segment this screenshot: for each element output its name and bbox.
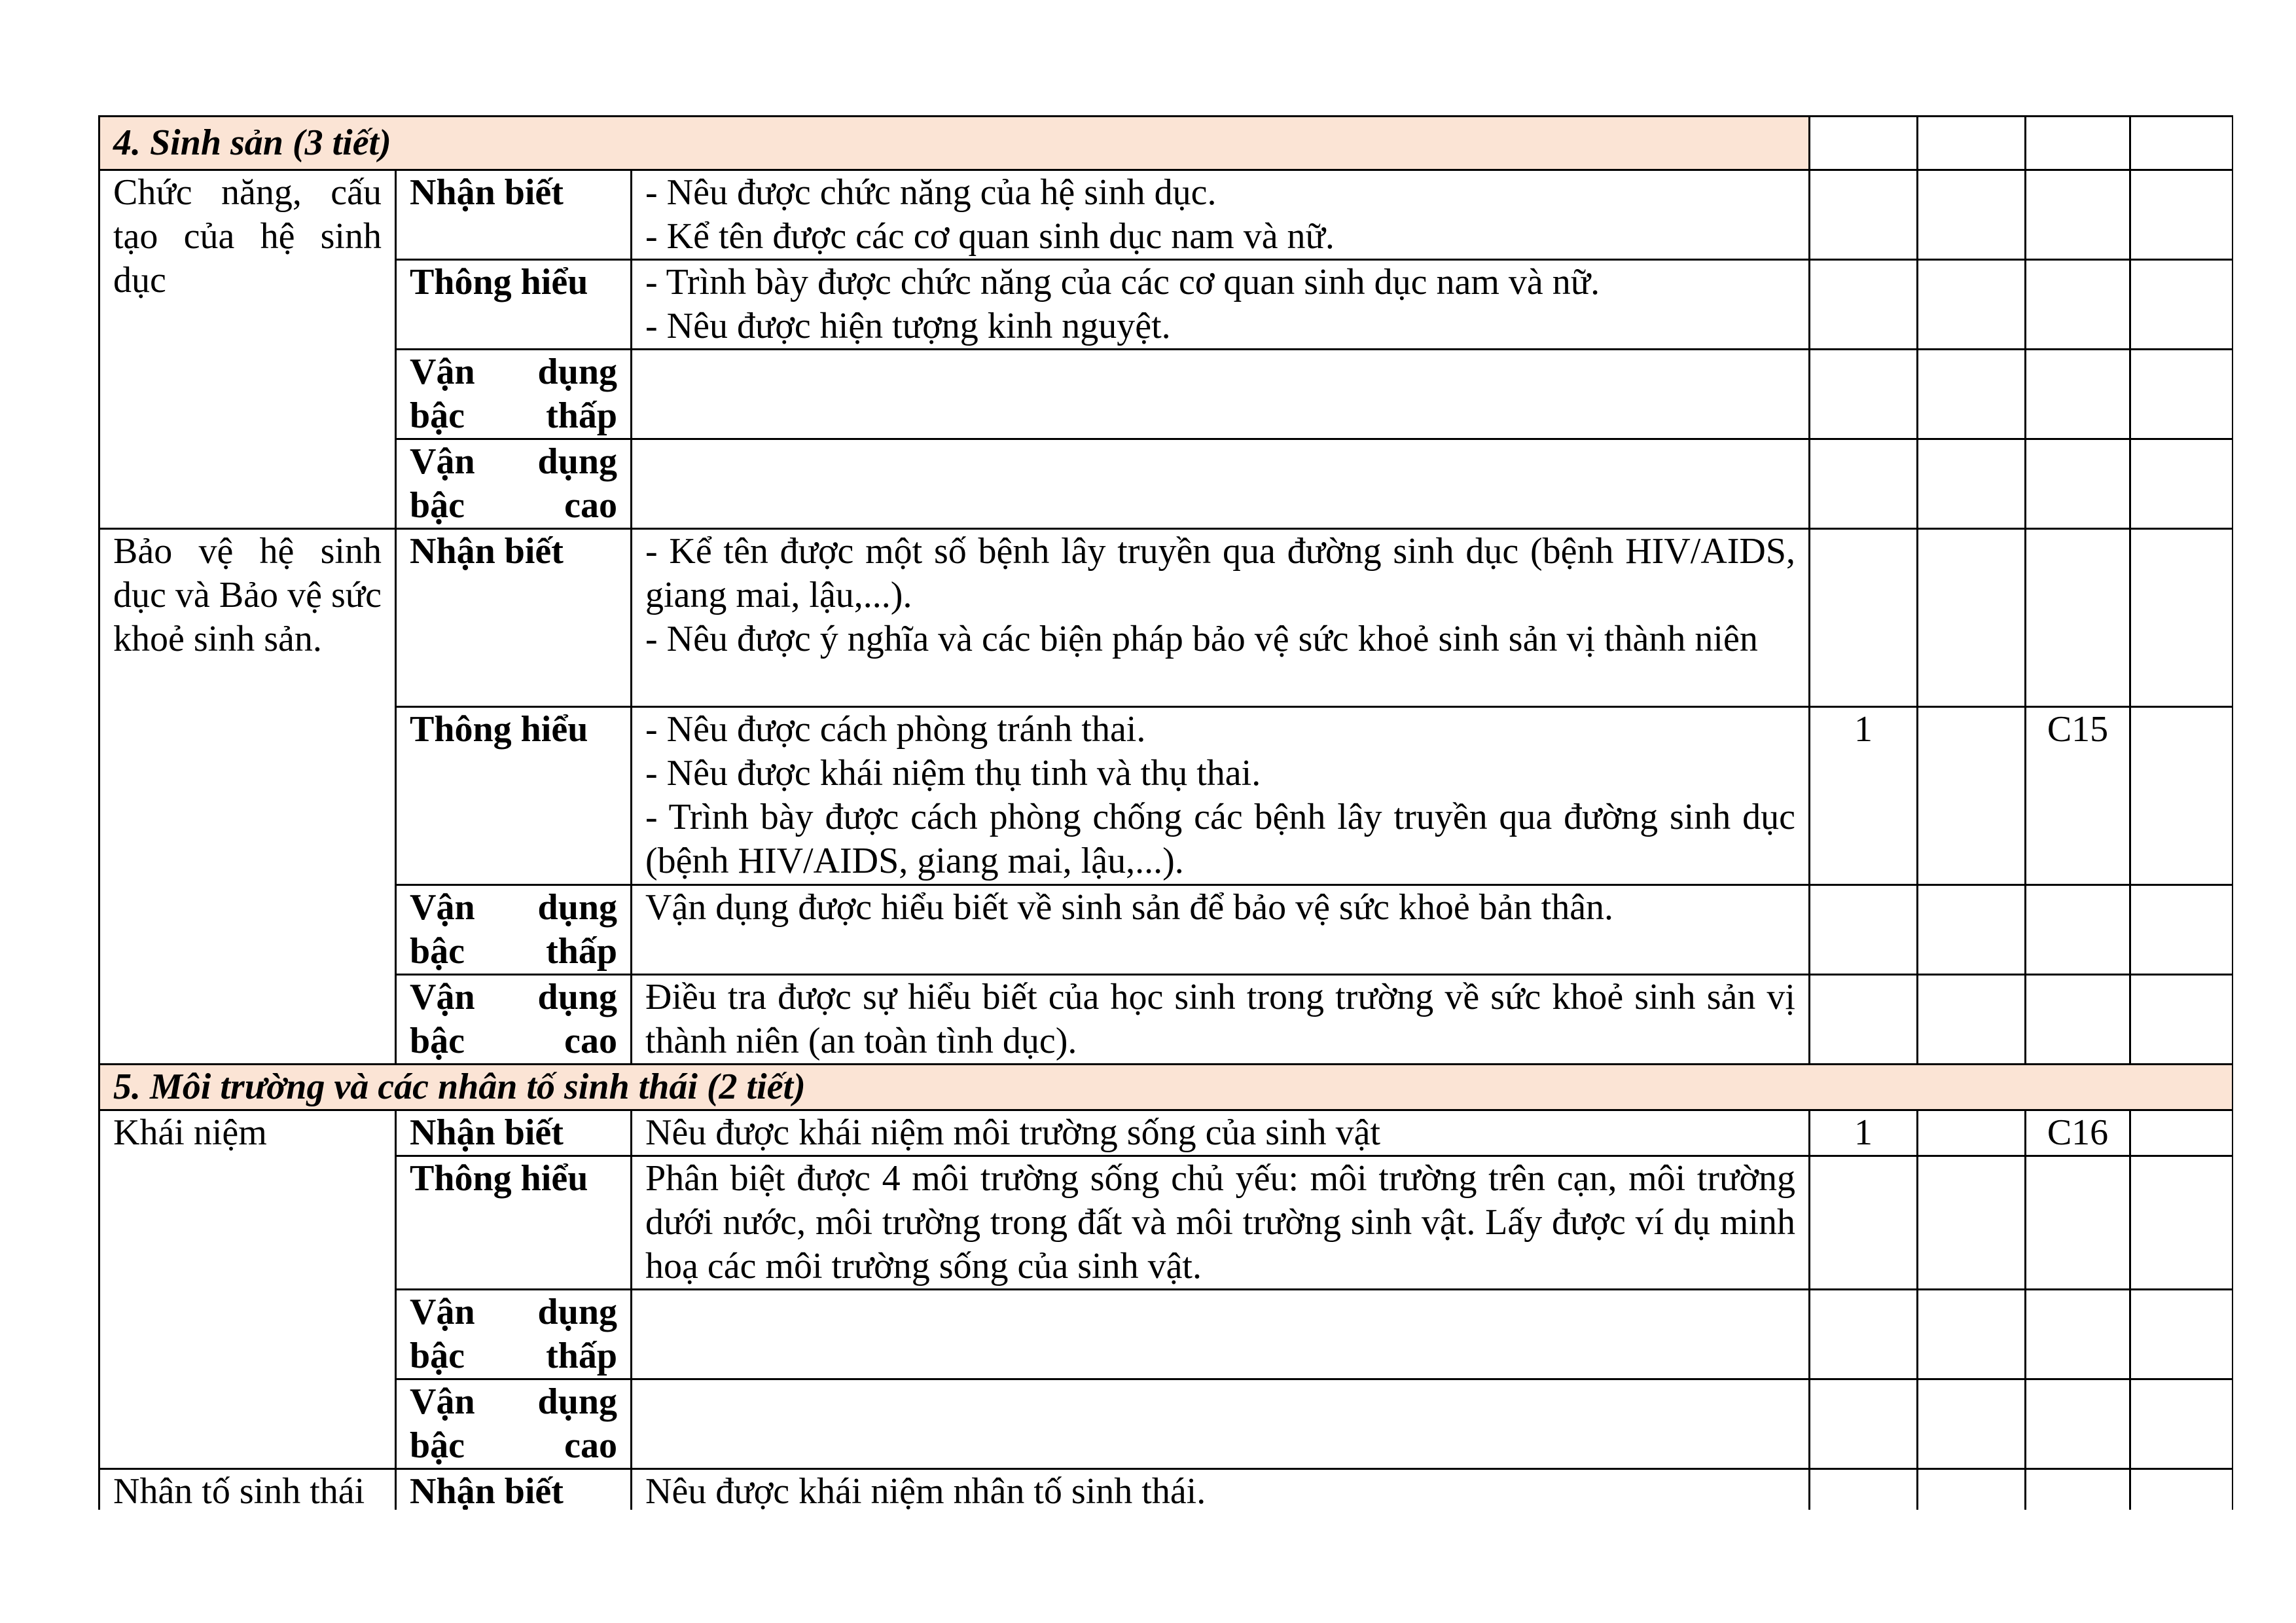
- description-cell: Phân biệt được 4 môi trường sống chủ yếu: môi trường trên cạn, môi trường dưới nước, môi trường trong đất và môi trường sinh vật. Lấy được ví dụ minh hoạ các môi trường sống của sinh vật.: [632, 1156, 1810, 1290]
- count-cell: [1918, 1156, 2026, 1290]
- level-cell: Nhận biết: [396, 1110, 632, 1156]
- question-cell: [2130, 1379, 2233, 1469]
- level-cell: Vận dụng bậc cao: [396, 975, 632, 1065]
- count-cell: [1918, 707, 2026, 885]
- level-cell: Vận dụng bậc thấp: [396, 350, 632, 439]
- question-cell: [2026, 117, 2130, 170]
- description-cell: [632, 439, 1810, 529]
- count-cell: [1810, 885, 1918, 975]
- description-cell: Điều tra được sự hiểu biết của học sinh trong trường về sức khoẻ sinh sản vị thành niên (an toàn tình dục).: [632, 975, 1810, 1065]
- table-row: [99, 439, 2233, 529]
- question-cell: [2130, 170, 2233, 260]
- description-cell: - Nêu được chức năng của hệ sinh dục. - Kể tên được các cơ quan sinh dục nam và nữ.: [632, 170, 1810, 260]
- description-cell: Vận dụng được hiểu biết về sinh sản để bảo vệ sức khoẻ bản thân.: [632, 885, 1810, 975]
- table-row: [99, 975, 2233, 1065]
- section-title: 4. Sinh sản (3 tiết): [99, 117, 1810, 170]
- specification-matrix-table: [98, 115, 2233, 1510]
- topic-cell: Chức năng, cấu tạo của hệ sinh dục: [99, 170, 396, 529]
- count-cell: [1810, 1469, 1918, 1510]
- level-cell: Thông hiểu: [396, 260, 632, 350]
- level-cell: Vận dụng bậc cao: [396, 439, 632, 529]
- question-cell: [2026, 975, 2130, 1065]
- question-cell: [2026, 439, 2130, 529]
- count-cell: [1918, 1110, 2026, 1156]
- table-row: [99, 1110, 2233, 1156]
- level-cell: Thông hiểu: [396, 1156, 632, 1290]
- count-cell: [1918, 885, 2026, 975]
- count-cell: [1918, 1469, 2026, 1510]
- count-cell: 1: [1810, 707, 1918, 885]
- description-cell: Nêu được khái niệm nhân tố sinh thái.: [632, 1469, 1810, 1510]
- count-cell: [1918, 439, 2026, 529]
- topic-cell: Nhân tố sinh thái: [99, 1469, 396, 1510]
- question-cell: [2026, 260, 2130, 350]
- question-cell: [2026, 350, 2130, 439]
- level-cell: Vận dụng bậc cao: [396, 1379, 632, 1469]
- count-cell: [1918, 260, 2026, 350]
- question-cell: [2130, 439, 2233, 529]
- count-cell: [1810, 439, 1918, 529]
- count-cell: 1: [1810, 1110, 1918, 1156]
- table-row: [99, 1379, 2233, 1469]
- topic-cell: Bảo vệ hệ sinh dục và Bảo vệ sức khoẻ sinh sản.: [99, 529, 396, 1065]
- description-cell: [632, 1379, 1810, 1469]
- question-cell: [2130, 260, 2233, 350]
- topic-cell: Khái niệm: [99, 1110, 396, 1469]
- table-viewport: [98, 115, 2233, 1510]
- description-cell: - Trình bày được chức năng của các cơ quan sinh dục nam và nữ. - Nêu được hiện tượng kinh nguyệt.: [632, 260, 1810, 350]
- count-cell: [1918, 1379, 2026, 1469]
- table-row: [99, 707, 2233, 885]
- question-cell: [2026, 885, 2130, 975]
- count-cell: [1810, 1290, 1918, 1379]
- question-cell: [2026, 529, 2130, 707]
- count-cell: [1918, 529, 2026, 707]
- count-cell: [1810, 350, 1918, 439]
- table-row: [99, 1156, 2233, 1290]
- question-cell: [2130, 885, 2233, 975]
- question-cell: [2130, 975, 2233, 1065]
- level-cell: Nhận biết: [396, 1469, 632, 1510]
- table-row: [99, 260, 2233, 350]
- level-cell: Nhận biết: [396, 170, 632, 260]
- question-cell: [2130, 1469, 2233, 1510]
- count-cell: [1810, 1156, 1918, 1290]
- question-cell: [2130, 1156, 2233, 1290]
- question-cell: [2026, 1379, 2130, 1469]
- section-header-row: [99, 1065, 2233, 1110]
- count-cell: [1918, 350, 2026, 439]
- section-title: 5. Môi trường và các nhân tố sinh thái (2 tiết): [99, 1065, 2233, 1110]
- description-cell: - Kể tên được một số bệnh lây truyền qua đường sinh dục (bệnh HIV/AIDS, giang mai, lậu,...). - Nêu được ý nghĩa và các biện pháp bảo vệ sức khoẻ sinh sản vị thành niên: [632, 529, 1810, 707]
- question-cell: [2026, 170, 2130, 260]
- count-cell: [1810, 975, 1918, 1065]
- question-cell: [2026, 1290, 2130, 1379]
- count-cell: [1810, 117, 1918, 170]
- question-cell: [2130, 1110, 2233, 1156]
- question-cell: [2026, 1469, 2130, 1510]
- question-cell: [2130, 117, 2233, 170]
- table-row: [99, 1469, 2233, 1510]
- level-cell: Vận dụng bậc thấp: [396, 1290, 632, 1379]
- table-row: [99, 1290, 2233, 1379]
- count-cell: [1810, 529, 1918, 707]
- question-cell: [2130, 1290, 2233, 1379]
- table-row: [99, 529, 2233, 707]
- question-cell: C16: [2026, 1110, 2130, 1156]
- question-cell: [2130, 707, 2233, 885]
- question-cell: C15: [2026, 707, 2130, 885]
- section-header-row: [99, 117, 2233, 170]
- level-cell: Nhận biết: [396, 529, 632, 707]
- description-cell: Nêu được khái niệm môi trường sống của sinh vật: [632, 1110, 1810, 1156]
- table-row: [99, 170, 2233, 260]
- count-cell: [1810, 170, 1918, 260]
- description-cell: [632, 350, 1810, 439]
- count-cell: [1918, 1290, 2026, 1379]
- level-cell: Vận dụng bậc thấp: [396, 885, 632, 975]
- count-cell: [1810, 1379, 1918, 1469]
- description-cell: - Nêu được cách phòng tránh thai. - Nêu được khái niệm thụ tinh và thụ thai. - Trình bày được cách phòng chống các bệnh lây truyền qua đường sinh dục (bệnh HIV/AIDS, giang mai, lậu,...).: [632, 707, 1810, 885]
- level-cell: Thông hiểu: [396, 707, 632, 885]
- count-cell: [1918, 117, 2026, 170]
- question-cell: [2130, 350, 2233, 439]
- question-cell: [2130, 529, 2233, 707]
- count-cell: [1918, 170, 2026, 260]
- count-cell: [1918, 975, 2026, 1065]
- count-cell: [1810, 260, 1918, 350]
- question-cell: [2026, 1156, 2130, 1290]
- table-row: [99, 885, 2233, 975]
- description-cell: [632, 1290, 1810, 1379]
- table-row: [99, 350, 2233, 439]
